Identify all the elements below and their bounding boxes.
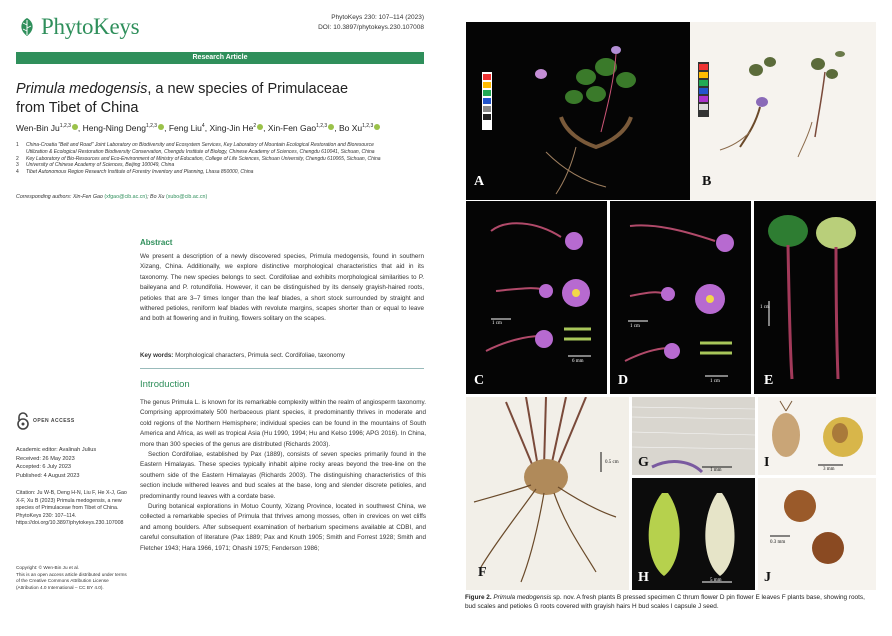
article-dates — [16, 446, 128, 480]
open-access-icon — [16, 412, 30, 430]
article-title — [16, 80, 426, 118]
article-type-bar: Research Article — [16, 52, 424, 64]
figure-panel-c — [466, 201, 607, 394]
affiliation: 3 University of Chinese Academy of Sciences, Beijing 100049, China — [16, 162, 175, 169]
received-date: Received: 26 May 2023 — [16, 455, 75, 462]
author[interactable]: Wen-Bin Ju$^{1,2,3}$ — [16, 123, 78, 133]
scale-bar-label: 5 mm — [710, 578, 722, 583]
academic-editor: Academic editor: Avalinah Julius — [16, 447, 97, 453]
copyright-head: Copyright: © Wen-Bin Ju et al. — [16, 565, 80, 570]
author[interactable]: Heng-Ning Deng$^{1,2,3}$ — [83, 123, 164, 133]
panel-label: A — [474, 174, 485, 189]
title-rest: , a new species of Primulaceae — [147, 81, 349, 97]
scale-bar-label: 0.3 mm — [770, 540, 786, 545]
panel-label: H — [638, 570, 649, 585]
scale-bar-label: 6 mm — [572, 359, 584, 364]
email-link[interactable]: (xubo@cib.ac.cn) — [165, 194, 208, 200]
seed-photo — [758, 478, 876, 590]
orcid-icon[interactable] — [374, 124, 380, 130]
citation-block: Citation: Ju W-B, Deng H-N, Liu F, He X-J, Gao X-F, Xu B (2023) Primula medogensis, a new species of Primulaceae from Tibet of China. PhytoKeys 230: 107–114. https://doi.org/10.3897/phytokeys.230.107008 — [16, 490, 127, 527]
copyright-block — [16, 565, 128, 591]
scale-bar-label: 1 mm — [710, 468, 722, 473]
panel-label: D — [618, 373, 629, 388]
figure-panel-j — [758, 478, 876, 590]
pin-flower-photo — [610, 201, 751, 394]
affiliation: 4 Tibet Autonomous Region Research Institute of Forestry Inventory and Planning, Lhasa 850000, China — [16, 169, 254, 176]
panel-label: C — [474, 373, 485, 388]
scale-bar-label: 1 cm — [710, 379, 720, 384]
introduction-heading: Introduction — [140, 379, 190, 390]
paragraph: During botanical explorations in Motuo County, Xizang Province, located in southwest China, we collected a remarkable species of Primula that thrives among mosses, often in crevices on wet cliffs and among boulders. After subsequent examination of herbarium specimens available at CDBI, and careful consultation of literature (Pax 1889; Pax and Knuth 1905; Smith and Forrest 1928; Smith and Fletcher 1943; Hara 1966, 1971; Ohashi 1975; Fenderson 1986; — [140, 503, 426, 552]
author[interactable]: Bo Xu$^{1,2,3}$ — [339, 123, 380, 133]
open-access-label: OPEN ACCESS — [33, 418, 75, 424]
abstract-heading: Abstract — [140, 238, 173, 247]
published-date: Published: 4 August 2023 — [16, 472, 80, 479]
thrum-flower-photo — [466, 201, 607, 394]
panel-label: G — [638, 455, 649, 470]
orcid-icon[interactable] — [158, 124, 164, 130]
bud-scales-photo — [632, 478, 755, 590]
title-line2: from Tibet of China — [16, 100, 139, 116]
introduction-text — [140, 398, 426, 554]
affiliation: Utilization & Ecological Restoration Biodiversity Conservation, Chengdu Institute of Biology, Chinese Academy of Sciences, Chengdu 610041, Sichuan, China — [26, 148, 375, 155]
journal-citation-line: PhytoKeys 230: 107–114 (2023) — [331, 14, 424, 21]
panel-label: F — [478, 565, 487, 580]
affiliation: 1 China-Croatia "Belt and Road" Joint Laboratory on Biodiversity and Ecosystem Services, Key Laboratory of Mountain Ecological Restoration and Bioresource — [16, 142, 374, 148]
affiliations — [16, 142, 436, 176]
author[interactable]: Feng Liu$^4$ — [168, 123, 205, 133]
figure-panel-h — [632, 478, 755, 590]
hairy-roots-photo — [632, 397, 755, 475]
figure-panel-a — [466, 22, 710, 200]
orcid-icon[interactable] — [328, 124, 334, 130]
figure-panel-e — [754, 201, 876, 394]
scale-bar-label: 1 cm — [760, 305, 770, 310]
figure-panel-f — [466, 397, 629, 590]
scale-bar-label: 0.5 cm — [605, 460, 619, 465]
paragraph: Section Cordifoliae, established by Pax (1889), consists of seven species primarily found in the Eastern Himalayas. These species typically inhabit alpine rocky areas beyond the tree-line on the southern side of the Eastern Himalayas (Richards 2003). The distinguishing characteristics of this section include withered leaves and bud scales at the base, long and slender discrete petioles, and predominantly round leaves with a cordate base. — [140, 451, 426, 500]
copyright-body: This is an open access article distributed under terms of the Creative Commons Attribution License (Attribution 4.0 International – CC BY 4.0). — [16, 571, 127, 590]
logo-text: PhytoKeys — [41, 14, 140, 39]
panel-label: B — [702, 174, 712, 189]
accepted-date: Accepted: 6 July 2023 — [16, 464, 72, 471]
figure-panel-d — [610, 201, 751, 394]
open-access-badge — [16, 412, 75, 430]
scale-bar-label: 1 cm — [492, 321, 502, 326]
plant-base-photo — [466, 397, 629, 590]
title-species: Primula medogensis — [16, 81, 148, 97]
scale-bar-label: 3 mm — [823, 467, 835, 472]
author[interactable]: Xing-Jin He$^2$ — [209, 123, 263, 133]
pressed-specimen-photo — [690, 22, 876, 200]
corresponding-authors: Corresponding authors: Xin-Fen Gao (xfgao@cib.ac.cn); Bo Xu (xubo@cib.ac.cn) — [16, 194, 208, 200]
email-link[interactable]: (xfgao@cib.ac.cn) — [104, 194, 148, 200]
keywords: Key words: Morphological characters, Primula sect. Cordifoliae, taxonomy — [140, 352, 345, 359]
figure-panel-i — [758, 397, 876, 475]
panel-label: J — [764, 570, 771, 585]
figure-caption: Figure 2. Primula medogensis sp. nov. A fresh plants B pressed specimen C thrum flower D pin flower E leaves F plants base, showing roots, bud scales and petioles G roots covered with grayish hairs H bud scales I capsule J seed. — [465, 594, 865, 611]
author[interactable]: Xin-Fen Gao$^{1,2,3}$ — [268, 123, 334, 133]
leaf-logo-icon — [16, 16, 38, 38]
abstract-text: We present a description of a newly discovered species, Primula medogensis, found in southern Xizang, China. Additionally, we explore distinctive morphological characteristics that aid in its taxonomy. The new species belongs to sect. Cordifoliae and exhibits morphological similarities to P. baileyana and P. rotundifolia. However, it can be distinguished by its densely grayish-haired roots, petioles that are 3–7 times longer than the leaf blades, a short stock surrounded by straight and withered petioles, reniform leaf blades with revolute margins, scapes shorter than or equal to leave and both at flowering and in fruiting, flowers solitary on the scapes. — [140, 253, 424, 323]
journal-meta — [318, 13, 424, 33]
orcid-icon[interactable] — [257, 124, 263, 130]
figure-panel-g — [632, 397, 755, 475]
doi-line[interactable]: DOI: 10.3897/phytokeys.230.107008 — [318, 24, 424, 31]
panel-label: E — [764, 373, 774, 388]
leaves-photo — [754, 201, 876, 394]
section-divider — [140, 368, 424, 369]
paragraph: The genus Primula L. is known for its remarkable complexity within the realm of angiosperm taxonomy. Comprising approximately 500 herbaceous plant species, it predominantly thrives in moderate and cold regions of the Northern Hemisphere; individual species can be found in the mountains of South America and Africa, as well as tropical Asia (Hu 1990, 1994; Hu and Kelso 1996; APG 2016). In China, more than 300 species of the genus are distributed (Richards 2003). — [140, 399, 426, 448]
figure-panel-b — [690, 22, 876, 200]
affiliation: 2 Key Laboratory of Bio-Resources and Eco-Environment of Ministry of Education, College of Life Sciences, Sichuan University, Chengdu 610065, Sichuan, China — [16, 155, 381, 162]
panel-label: I — [764, 455, 770, 470]
scale-bar-label: 1 cm — [630, 324, 640, 329]
capsule-photo — [758, 397, 876, 475]
author-list: Wen-Bin Ju$^{1,2,3}$ , Heng-Ning Deng$^{1,2,3}$ , Feng Liu$^4$, Xing-Jin He$^2$ , Xin-Fen Gao$^{1,2,3}$ , Bo Xu$^{1,2,3}$ — [16, 123, 380, 133]
journal-logo — [16, 14, 139, 40]
orcid-icon[interactable] — [72, 124, 78, 130]
fresh-plants-photo — [466, 22, 710, 200]
